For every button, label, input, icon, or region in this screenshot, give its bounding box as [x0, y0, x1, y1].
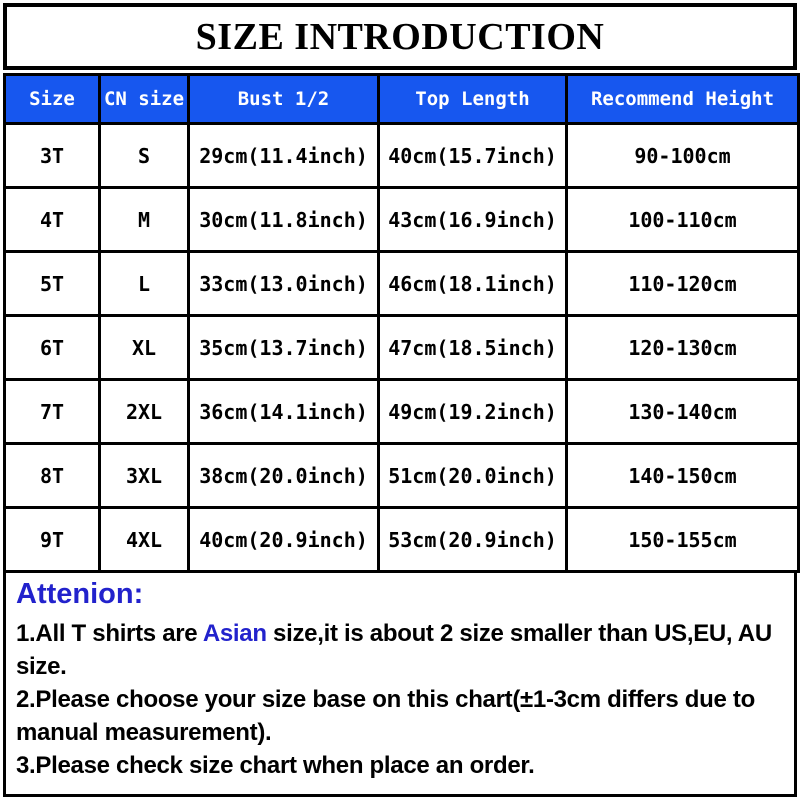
column-header-recommend-height: Recommend Height: [567, 75, 799, 124]
table-cell: 53cm(20.9inch): [379, 508, 567, 572]
table-cell: 7T: [5, 380, 100, 444]
table-row-7t: [5, 380, 799, 444]
table-cell: 3XL: [100, 444, 189, 508]
table-cell: 3T: [5, 124, 100, 188]
page-title: SIZE INTRODUCTION: [195, 15, 605, 58]
table-cell: 8T: [5, 444, 100, 508]
size-table: [3, 73, 800, 573]
attention-note-3: 3.Please check size chart when place an order.: [16, 751, 535, 779]
table-cell: 46cm(18.1inch): [379, 252, 567, 316]
table-cell: 110-120cm: [567, 252, 799, 316]
table-cell: XL: [100, 316, 189, 380]
table-cell: 140-150cm: [567, 444, 799, 508]
table-cell: 2XL: [100, 380, 189, 444]
table-cell: 5T: [5, 252, 100, 316]
table-cell: 9T: [5, 508, 100, 572]
column-header-cn-size: CN size: [100, 75, 189, 124]
table-cell: 51cm(20.0inch): [379, 444, 567, 508]
table-cell: 33cm(13.0inch): [189, 252, 379, 316]
table-row-9t: [5, 508, 799, 572]
table-cell: L: [100, 252, 189, 316]
column-header-bust-1-2: Bust 1/2: [189, 75, 379, 124]
title-box: [3, 3, 797, 70]
table-cell: 100-110cm: [567, 188, 799, 252]
table-cell: 43cm(16.9inch): [379, 188, 567, 252]
table-cell: 49cm(19.2inch): [379, 380, 567, 444]
table-cell: 4XL: [100, 508, 189, 572]
table-cell: 36cm(14.1inch): [189, 380, 379, 444]
note1-suffix: size,it is about 2 size smaller than US,EU, AU size.: [16, 619, 772, 680]
table-cell: 47cm(18.5inch): [379, 316, 567, 380]
table-cell: 120-130cm: [567, 316, 799, 380]
attention-note-2: 2.Please choose your size base on this chart(±1-3cm differs due to manual measurement).: [16, 685, 755, 746]
table-cell: 40cm(20.9inch): [189, 508, 379, 572]
table-cell: S: [100, 124, 189, 188]
table-cell: 40cm(15.7inch): [379, 124, 567, 188]
attention-note-1: [16, 617, 784, 683]
table-cell: 90-100cm: [567, 124, 799, 188]
table-cell: 4T: [5, 188, 100, 252]
table-cell: 150-155cm: [567, 508, 799, 572]
table-cell: 29cm(11.4inch): [189, 124, 379, 188]
column-header-size: Size: [5, 75, 100, 124]
table-cell: 35cm(13.7inch): [189, 316, 379, 380]
table-cell: 6T: [5, 316, 100, 380]
table-cell: 130-140cm: [567, 380, 799, 444]
table-cell: 38cm(20.0inch): [189, 444, 379, 508]
note1-highlight-asian: Asian: [202, 619, 267, 647]
table-row-8t: [5, 444, 799, 508]
size-table-body: [5, 124, 799, 572]
attention-heading: Attenion:: [16, 578, 144, 610]
table-row-6t: [5, 316, 799, 380]
attention-section: [3, 573, 797, 797]
table-row-3t: [5, 124, 799, 188]
note1-prefix: 1.All T shirts are: [16, 619, 203, 647]
table-header-row: [5, 75, 799, 124]
table-cell: M: [100, 188, 189, 252]
table-cell: 30cm(11.8inch): [189, 188, 379, 252]
table-row-4t: [5, 188, 799, 252]
table-row-5t: [5, 252, 799, 316]
column-header-top-length: Top Length: [379, 75, 567, 124]
